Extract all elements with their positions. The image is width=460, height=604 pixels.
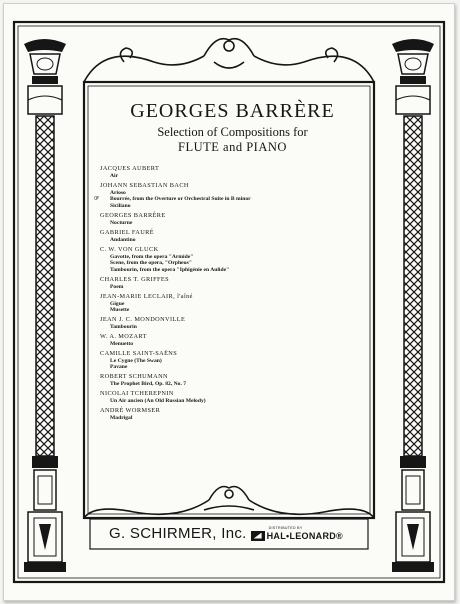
pointing-hand-icon: ☞ bbox=[94, 196, 100, 203]
composer-name: NICOLAI TCHEREPNIN bbox=[100, 390, 174, 398]
composer-name: C. W. VON GLUCK bbox=[100, 245, 159, 253]
cover-content bbox=[94, 100, 365, 424]
cover-subtitle: Selection of Compositions for bbox=[157, 125, 308, 139]
work-title: Siciliano bbox=[110, 202, 131, 209]
cover-title: GEORGES BARRÈRE bbox=[130, 100, 335, 122]
work-title: Menuetto bbox=[110, 341, 133, 348]
composer-name: JEAN-MARIE LECLAIR, l'aîné bbox=[100, 292, 193, 300]
hal-leonard-logo-icon bbox=[251, 531, 265, 541]
work-title: Andantino bbox=[110, 236, 136, 243]
distributor-block bbox=[251, 526, 343, 541]
publisher-name: G. SCHIRMER, Inc. bbox=[108, 524, 247, 542]
bottom-scrollwork bbox=[84, 487, 374, 519]
work-title: ☞ Bourrée, from the Overture or Orchestral Suite in B minor bbox=[94, 196, 251, 203]
work-title: Un Air ancien (An Old Russian Melody) bbox=[110, 398, 206, 405]
distributed-by-label: DISTRIBUTED BY bbox=[268, 525, 303, 530]
composer-entry bbox=[100, 229, 365, 243]
composer-entry bbox=[100, 390, 365, 404]
composer-entry bbox=[100, 373, 365, 387]
work-title: Le Cygne (The Swan) bbox=[110, 358, 162, 365]
work-title: Scene, from the opera, "Orpheus" bbox=[110, 260, 192, 267]
composer-name: ROBERT SCHUMANN bbox=[100, 373, 168, 381]
composer-name: JOHANN SEBASTIAN BACH bbox=[100, 182, 189, 189]
work-title: Arioso bbox=[110, 190, 126, 196]
work-title: The Prophet Bird, Op. 82, No. 7 bbox=[110, 381, 187, 388]
work-title: Pavane bbox=[110, 364, 128, 371]
composer-name: CAMILLE SAINT-SAËNS bbox=[100, 350, 178, 358]
composer-entry bbox=[100, 350, 365, 371]
composer-name: JEAN J. C. MONDONVILLE bbox=[100, 316, 186, 324]
work-title: Tambourin, from the opera "Iphigénie en Aulide" bbox=[110, 266, 230, 273]
contents-list bbox=[94, 165, 365, 422]
work-title: Nocturne bbox=[110, 219, 133, 226]
composer-entry bbox=[100, 212, 365, 226]
composer-name: JACQUES AUBERT bbox=[100, 165, 160, 172]
composer-entry bbox=[100, 276, 365, 290]
composer-entry bbox=[100, 316, 365, 330]
work-title: Gigue bbox=[110, 300, 125, 307]
work-title: Gavotte, from the opera "Armide" bbox=[110, 253, 194, 260]
left-column bbox=[24, 39, 66, 572]
composer-entry bbox=[100, 293, 365, 314]
publisher-footer bbox=[90, 519, 362, 547]
work-title: Air bbox=[110, 173, 119, 179]
work-title: Musette bbox=[110, 307, 130, 314]
composer-entry bbox=[100, 246, 365, 273]
composer-entry bbox=[100, 407, 365, 421]
composer-name: GEORGES BARRÈRE bbox=[100, 211, 166, 219]
composer-name: CHARLES T. GRIFFES bbox=[100, 275, 170, 283]
composer-name: ANDRÉ WORMSER bbox=[100, 407, 161, 415]
top-scrollwork bbox=[84, 39, 374, 82]
composer-entry bbox=[94, 182, 365, 209]
distributor-name: HAL•LEONARD® bbox=[266, 530, 343, 541]
composer-entry bbox=[100, 333, 365, 347]
right-column bbox=[392, 39, 434, 572]
composer-entry bbox=[100, 165, 365, 179]
cover-page bbox=[3, 3, 455, 601]
cover-instrumentation: FLUTE and PIANO bbox=[178, 140, 287, 154]
composer-name: GABRIEL FAURÉ bbox=[100, 228, 155, 236]
distributor-logo bbox=[251, 531, 343, 541]
work-title: Tambourin bbox=[110, 324, 137, 331]
composer-name: W. A. MOZART bbox=[100, 333, 147, 341]
work-title: Madrigal bbox=[110, 415, 133, 422]
work-title: Poem bbox=[110, 283, 124, 290]
